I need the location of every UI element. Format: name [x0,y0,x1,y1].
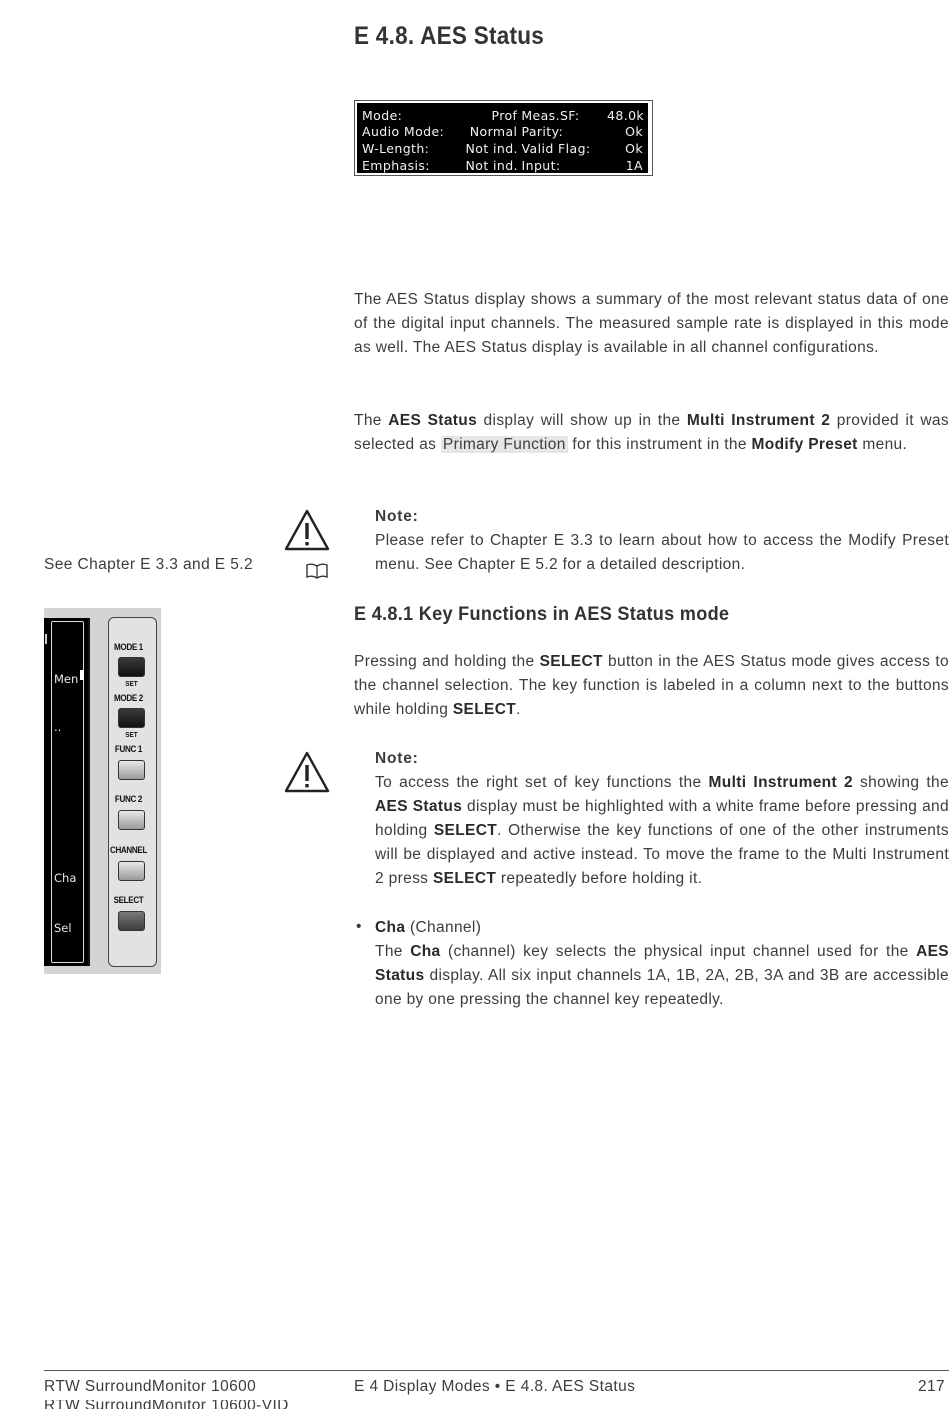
mode1-label: MODE 1 [114,642,143,653]
screen-label-dots: .. [54,720,62,734]
select-paragraph: Pressing and holding the SELECT button in the AES Status mode gives access to the channel selection. The key function is labeled in a column next to the buttons while holding SELECT. [354,653,949,718]
bullet-text: The Cha (channel) key selects the physical input channel used for the AES Status display. All six input channels 1A, 1B, 2A, 2B, 3A and 3B are accessible one by one pressing the channel key repeatedly. [375,943,949,1008]
warning-icon [284,509,330,551]
status-row [362,157,643,174]
status-value: Not ind. [465,157,518,173]
status-label: Meas.SF: [521,107,580,123]
func2-label: FUNC 2 [114,794,143,805]
status-value: Prof [491,107,518,123]
screen-label-men: Men [54,672,79,686]
mode2-label: MODE 2 [114,693,143,704]
footer-product-secondary: RTW SurroundMonitor 10600-VID [44,1400,289,1409]
func2-button[interactable] [118,810,145,830]
status-label: W-Length: [362,140,430,156]
screen-label-sel: Sel [54,921,72,935]
note-2 [375,747,949,891]
status-value: 1A [625,157,644,173]
section-heading: E 4.8.1 Key Functions in AES Status mode [354,603,730,625]
page-title: E 4.8. AES Status [354,22,545,50]
bullet-term: Cha [375,919,406,936]
note-title: Note: [375,508,419,525]
note-title: Note: [375,750,419,767]
footer-product: RTW SurroundMonitor 10600 [44,1378,257,1395]
channel-button[interactable] [118,861,145,881]
aes-status-display [354,100,653,176]
device-key-panel [44,608,161,974]
status-value: 48.0k [606,107,645,123]
status-label: Mode: [362,107,403,123]
footer-divider [44,1370,949,1371]
mode2-set-label: SET [125,730,138,739]
intro-paragraph: The AES Status display shows a summary of the most relevant status data of one of the digital input channels. The measured sample rate is displayed in this mode as well. The AES Status display is available in all channel configurations. [354,291,949,356]
status-label: Audio Mode: [362,124,445,140]
bullet-symbol: • [356,918,362,935]
func1-label: FUNC 1 [114,744,143,755]
note-text: To access the right set of key functions the Multi Instrument 2 showing the AES Status display must be highlighted with a white frame before pressing and holding SELECT. Otherwise the key functions of one of the other instruments will be displayed and active instead. To move the frame to the Multi Instrument 2 press SELECT repeatedly before holding it. [375,774,949,887]
status-value: Ok [625,124,643,140]
status-label: Valid Flag: [521,140,591,156]
mode2-button[interactable] [118,708,145,728]
status-row [362,107,643,124]
func1-button[interactable] [118,760,145,780]
status-row [362,140,643,157]
page-number: 217 [918,1378,946,1395]
select-label: SELECT [113,895,144,906]
status-label: Input: [521,157,561,173]
chapter-reference: See Chapter E 3.3 and E 5.2 [44,556,253,573]
warning-icon [284,751,330,793]
status-row [362,124,643,141]
status-value: Not ind. [465,140,518,156]
primary-function-link[interactable]: Primary Function [442,436,566,453]
footer-chapter: E 4 Display Modes • E 4.8. AES Status [354,1378,636,1395]
mode1-set-label: SET [125,679,138,688]
book-icon [305,562,329,580]
screen-label-cha: Cha [54,871,77,885]
status-value: Normal [469,124,518,140]
select-button[interactable] [118,911,145,931]
scroll-indicator [80,670,84,680]
mode1-button[interactable] [118,657,145,677]
note-1 [375,505,949,577]
status-value: Ok [625,140,644,156]
bullet-item-cha: Cha (Channel) The Cha (channel) key selects the physical input channel used for the AES Status display. All six input channels 1A, 1B, 2A, 2B, 3A and 3B are accessible one by one pressing the channel key repeatedly. [375,916,949,1012]
channel-label: CHANNEL [109,845,148,856]
primary-function-paragraph: The AES Status display will show up in the Multi Instrument 2 provided it was selected as Primary Function for this instrument in the Modify Preset menu. [354,412,949,453]
note-text: Please refer to Chapter E 3.3 to learn about how to access the Modify Preset menu. See Chapter E 5.2 for a detailed description. [375,532,949,573]
status-label: Emphasis: [362,157,430,173]
status-label: Parity: [521,124,564,140]
device-screen [44,618,90,966]
